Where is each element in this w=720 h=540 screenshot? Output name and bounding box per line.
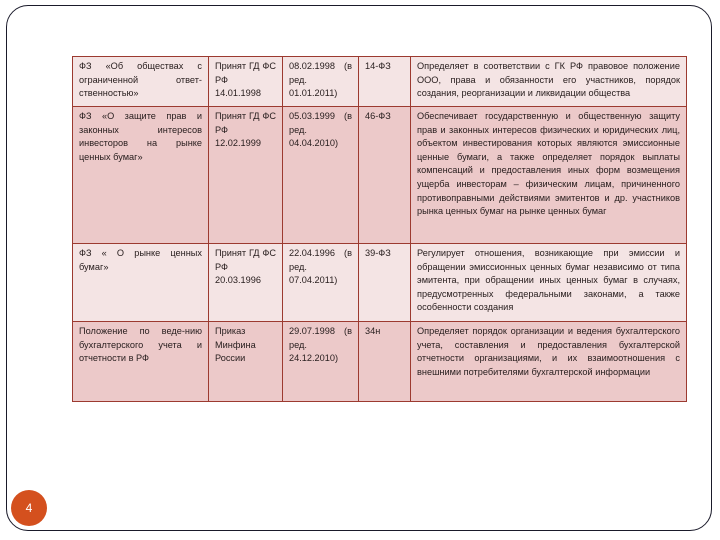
table-row [73, 107, 687, 244]
number-cell: 46-ФЗ [359, 107, 411, 244]
number-cell: 34н [359, 322, 411, 402]
table-row [73, 244, 687, 322]
date-cell: 08.02.1998 (в ред. 01.01.2011) [283, 57, 359, 107]
adopted-cell: Принят ГД ФС РФ 14.01.1998 [209, 57, 283, 107]
law-cell: ФЗ «Об обществах с ограниченной ответ-ственностью» [73, 57, 209, 107]
law-cell: ФЗ «О защите прав и законных интересов инвесторов на рынке ценных бумаг» [73, 107, 209, 244]
adopted-cell: Принят ГД ФС РФ 20.03.1996 [209, 244, 283, 322]
page-number-badge: 4 [11, 490, 47, 526]
description-cell: Регулирует отношения, возникающие при эмиссии и обращении эмиссионных ценных бумаг независимо от типа эмитента, при обращении иных ценных бумаг в случаях, предусмотренных федеральными законами, а также особенности создания [411, 244, 687, 322]
description-cell: Определяет в соответствии с ГК РФ правовое положение ООО, права и обязанности его участников, порядок создания, реорганизации и ликвидации общества [411, 57, 687, 107]
description-cell: Определяет порядок организации и ведения бухгалтерского учета, составления и предоставления бухгалтерской отчетности организациями, и их взаимоотношения с внешними потребителями бухгалтерской информации [411, 322, 687, 402]
date-cell: 29.07.1998 (в ред. 24.12.2010) [283, 322, 359, 402]
table-row [73, 322, 687, 402]
date-cell: 05.03.1999 (в ред. 04.04.2010) [283, 107, 359, 244]
laws-table [72, 56, 687, 402]
number-cell: 39-ФЗ [359, 244, 411, 322]
law-cell: Положение по веде-нию бухгалтерского учета и отчетности в РФ [73, 322, 209, 402]
description-cell: Обеспечивает государственную и общественную защиту прав и законных интересов физических и юридических лиц, объектом инвестирования которых являются эмиссионные ценные бумаги, а также определяет порядок выплаты компенсаций и предоставления иных форм возмещения ущерба инвесторам – физическим лицам, причиненного противоправными действиями эмитентов и др. участников рынка ценных бумаг на рынке ценных бумаг [411, 107, 687, 244]
number-cell: 14-ФЗ [359, 57, 411, 107]
law-cell: ФЗ « О рынке ценных бумаг» [73, 244, 209, 322]
adopted-cell: Принят ГД ФС РФ 12.02.1999 [209, 107, 283, 244]
date-cell: 22.04.1996 (в ред. 07.04.2011) [283, 244, 359, 322]
adopted-cell: Приказ Минфина России [209, 322, 283, 402]
table-row [73, 57, 687, 107]
